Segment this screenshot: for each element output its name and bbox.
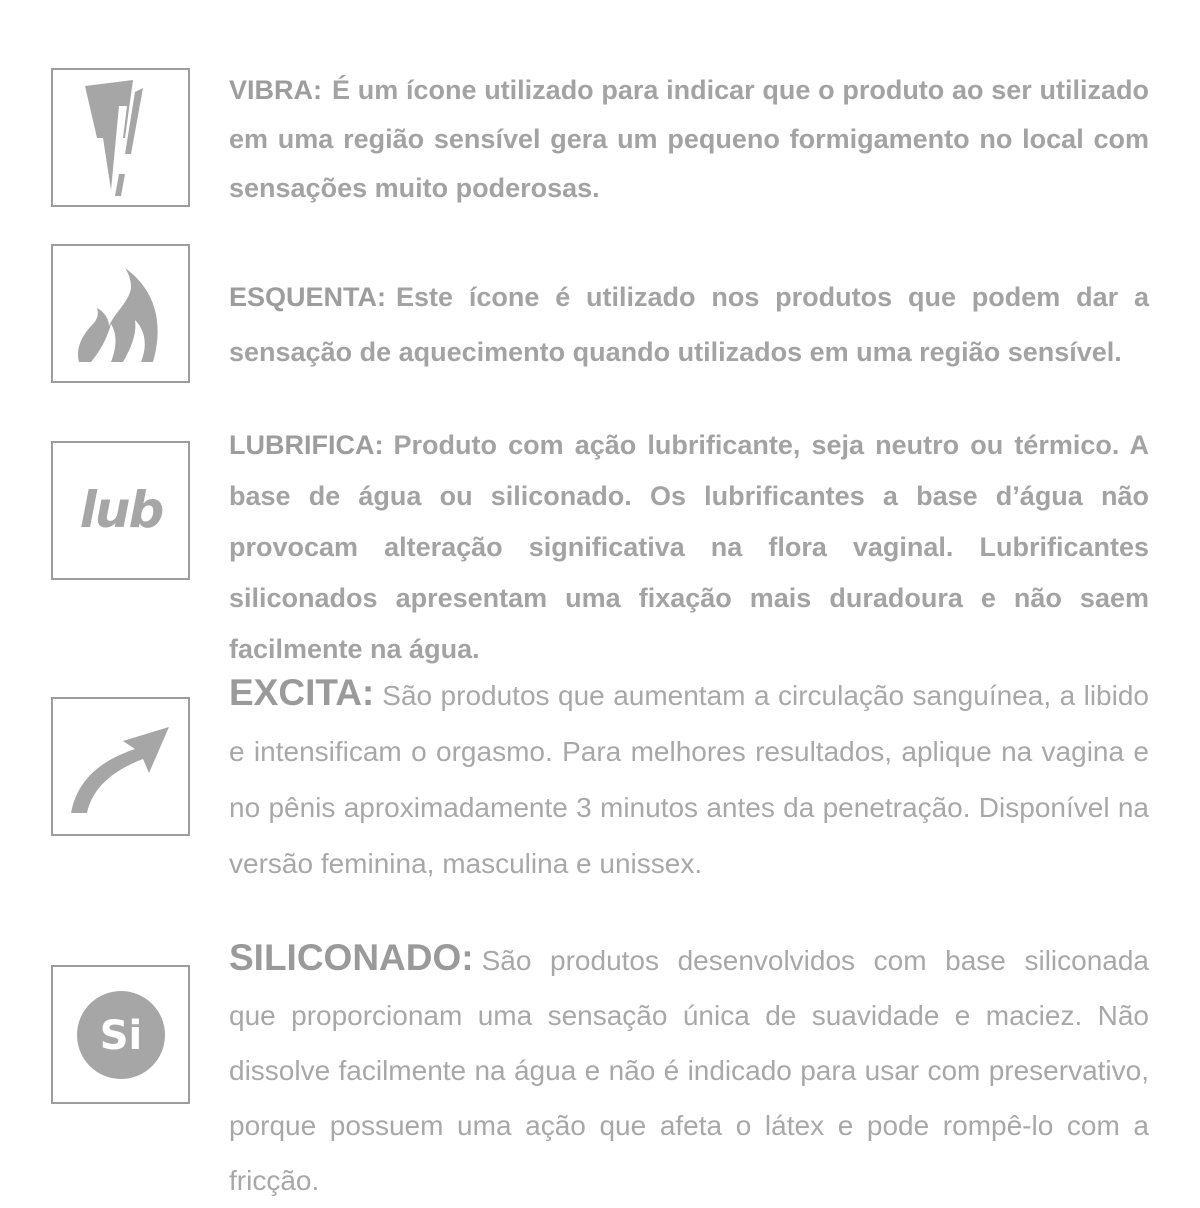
vibra-text: É um ícone utilizado para indicar que o produto ao ser utilizado em uma região sensível gera um pequeno formigamento no local com sensações muito poderosas. (229, 75, 1149, 203)
lubrifica-label: LUBRIFICA: (229, 430, 384, 460)
vibra-label: VIBRA: (229, 75, 322, 105)
vibra-description (229, 66, 1149, 213)
siliconado-text: São produtos desenvolvidos com base siliconada que proporcionam uma sensação única de suavidade e maciez. Não dissolve facilmente na água e não é indicado para usar com preservativo, porque possuem uma ação que afeta o látex e pode rompê-lo com a fricção. (229, 945, 1149, 1196)
siliconado-label: SILICONADO: (229, 937, 474, 978)
lubrifica-text: Produto com ação lubrificante, seja neutro ou térmico. A base de água ou siliconado. Os lubrificantes a base d’água não provocam alteração significativa na flora vaginal. Lubrificantes siliconados apresentam uma fixação mais duradoura e não saem facilmente na água. (229, 430, 1149, 664)
lub-logo-icon (65, 481, 177, 541)
esquenta-text: Este ícone é utilizado nos produtos que podem dar a sensação de aquecimento quando utilizados em uma região sensível. (229, 282, 1149, 367)
esquenta-description (229, 270, 1149, 380)
excita-text: São produtos que aumentam a circulação sanguínea, a libido e intensificam o orgasmo. Para melhores resultados, aplique na vagina e no pênis aproximadamente 3 minutos antes da penetração. Disponível na versão feminina, masculina e unissex. (229, 680, 1149, 879)
excita-label: EXCITA: (229, 672, 375, 713)
excita-icon-box (51, 697, 190, 836)
si-circle-text: Si (99, 1012, 142, 1059)
lubrifica-description (229, 420, 1149, 675)
siliconado-description (229, 930, 1149, 1208)
siliconado-icon-box (51, 965, 190, 1104)
flame-icon (73, 262, 169, 366)
lub-logo-text: lub (79, 480, 162, 539)
lightning-bolt-icon (81, 78, 161, 198)
lubrifica-icon-box (51, 441, 190, 580)
esquenta-label: ESQUENTA: (229, 282, 387, 312)
excita-description (229, 665, 1149, 892)
curved-arrow-up-icon (69, 719, 173, 815)
esquenta-icon-box (51, 244, 190, 383)
si-circle-icon (75, 989, 167, 1081)
vibra-icon-box (51, 68, 190, 207)
